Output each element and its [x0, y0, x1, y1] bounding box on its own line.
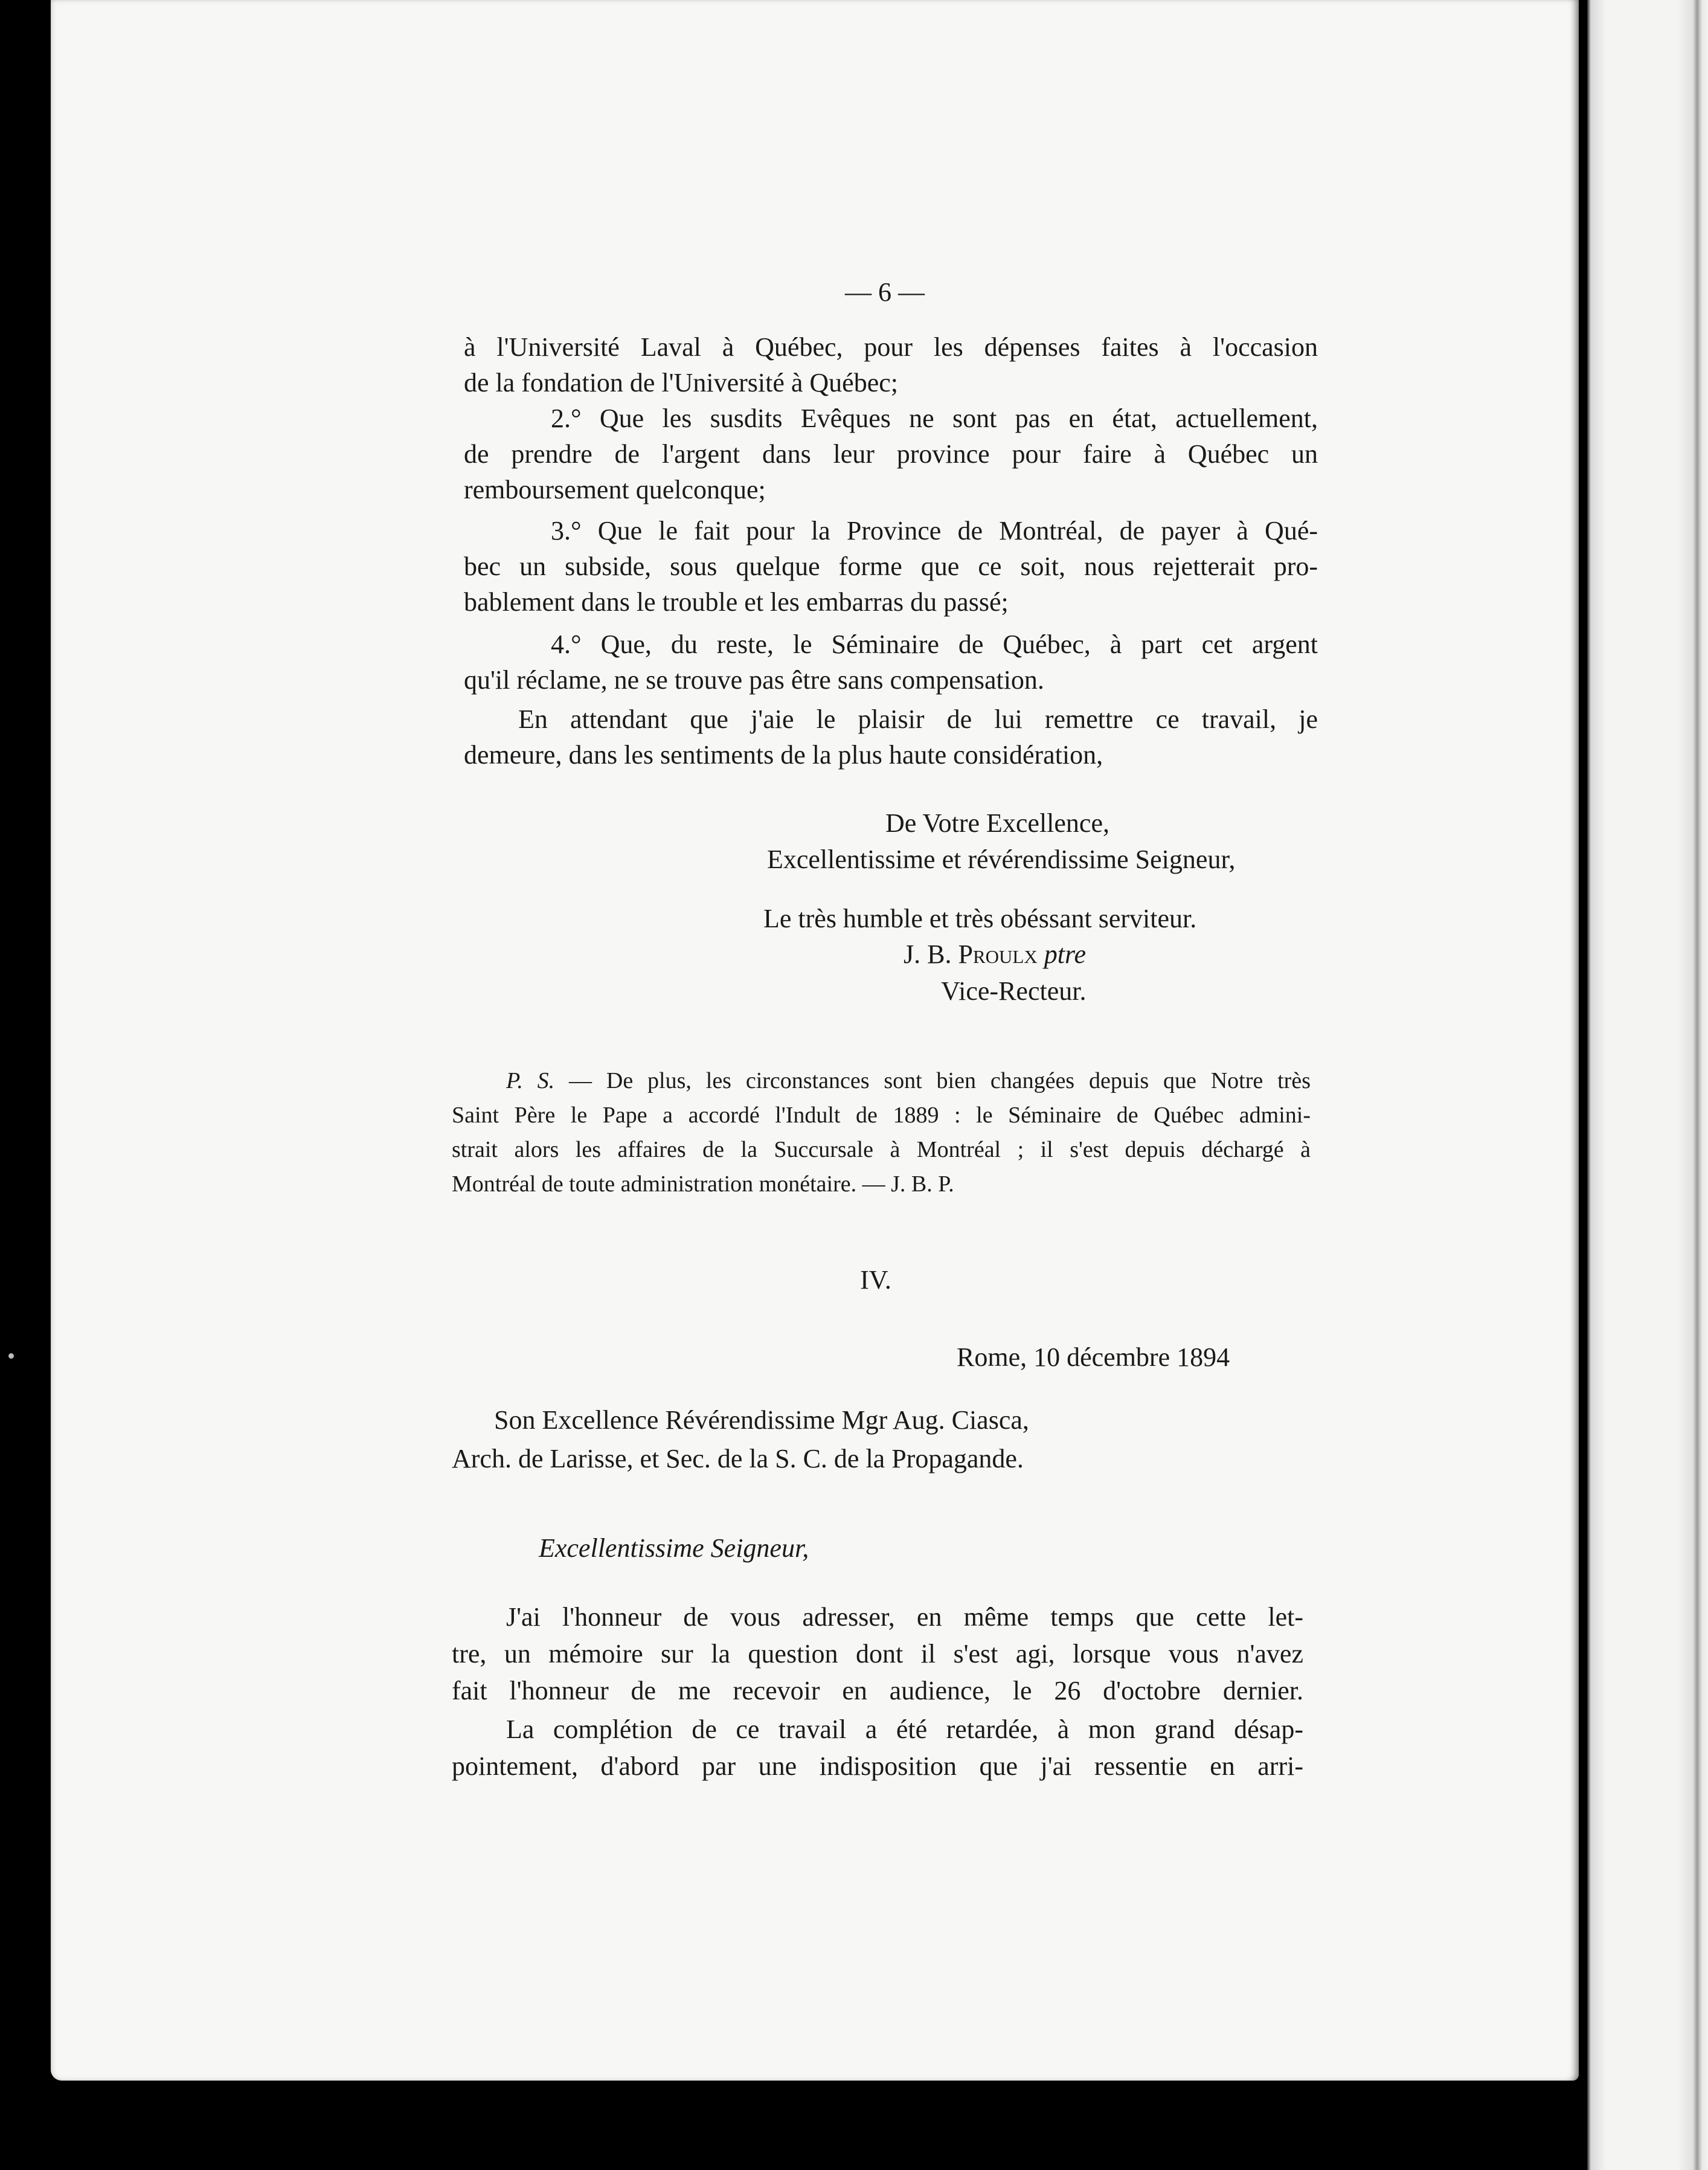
salutation: Excellentissime Seigneur, — [539, 1533, 809, 1563]
postscript-line: Montréal de toute administration monétaire. — J. B. P. — [452, 1171, 954, 1197]
body-line: de la fondation de l'Université à Québec; — [464, 368, 898, 398]
body-line: à l'Université Laval à Québec, pour les dépenses faites à l'occasion — [464, 332, 1318, 362]
letter-line: J'ai l'honneur de vous adresser, en même temps que cette let- — [506, 1602, 1303, 1632]
letter-line: tre, un mémoire sur la question dont il s'est agi, lorsque vous n'avez — [452, 1639, 1303, 1669]
body-line: 4.° Que, du reste, le Séminaire de Québec, à part cet argent — [551, 629, 1318, 659]
signature-initials: J. B. — [904, 939, 952, 969]
letter-line: fait l'honneur de me recevoir en audience, le 26 d'octobre dernier. — [452, 1676, 1303, 1705]
body-line: bablement dans le trouble et les embarras du passé; — [464, 587, 1009, 617]
postscript-label: P. S. — [506, 1068, 555, 1093]
addressee-line: Arch. de Larisse, et Sec. de la S. C. de la Propagande. — [452, 1444, 1024, 1473]
closing-line: Le très humble et très obéssant serviteur. — [763, 904, 1197, 933]
page-number: — 6 — — [845, 277, 925, 307]
letter-line: pointement, d'abord par une indisposition que j'ai ressentie en arri- — [452, 1751, 1303, 1781]
signature — [904, 937, 1086, 972]
body-line: qu'il réclame, ne se trouve pas être sans compensation. — [464, 665, 1044, 695]
postscript-line: Saint Père le Pape a accordé l'Indult de 1889 : le Séminaire de Québec admini- — [452, 1103, 1311, 1128]
signature-title: ptre — [1044, 939, 1086, 969]
body-line: remboursement quelconque; — [464, 475, 766, 504]
signature-role: Vice-Recteur. — [941, 976, 1087, 1006]
body-line: 2.° Que les susdits Evêques ne sont pas en état, actuellement, — [551, 404, 1318, 433]
body-line: de prendre de l'argent dans leur province pour faire à Québec un — [464, 439, 1318, 469]
closing-line: Excellentissime et révérendissime Seigneur, — [767, 845, 1236, 874]
scan-speck — [8, 1353, 14, 1359]
closing-line: De Votre Excellence, — [885, 808, 1109, 838]
signature-name: Proulx — [958, 939, 1038, 969]
addressee-line: Son Excellence Révérendissime Mgr Aug. Ciasca, — [494, 1405, 1029, 1435]
postscript-line — [506, 1064, 1311, 1098]
body-line: bec un subside, sous quelque forme que ce soit, nous rejetterait pro- — [464, 552, 1318, 581]
letter-line: La complétion de ce travail a été retardée, à mon grand désap- — [506, 1714, 1303, 1744]
section-number: IV. — [860, 1265, 891, 1295]
body-line: En attendant que j'aie le plaisir de lui remettre ce travail, je — [518, 704, 1318, 734]
body-line: 3.° Que le fait pour la Province de Montréal, de payer à Qué- — [551, 516, 1318, 546]
postscript-text: — De plus, les circonstances sont bien changées depuis que Notre très — [569, 1068, 1311, 1093]
postscript-line: strait alors les affaires de la Succursale à Montréal ; il s'est depuis déchargé à — [452, 1137, 1311, 1162]
adjacent-page-edge — [1587, 0, 1708, 2170]
body-line: demeure, dans les sentiments de la plus haute considération, — [464, 740, 1103, 770]
dateline: Rome, 10 décembre 1894 — [957, 1342, 1230, 1372]
